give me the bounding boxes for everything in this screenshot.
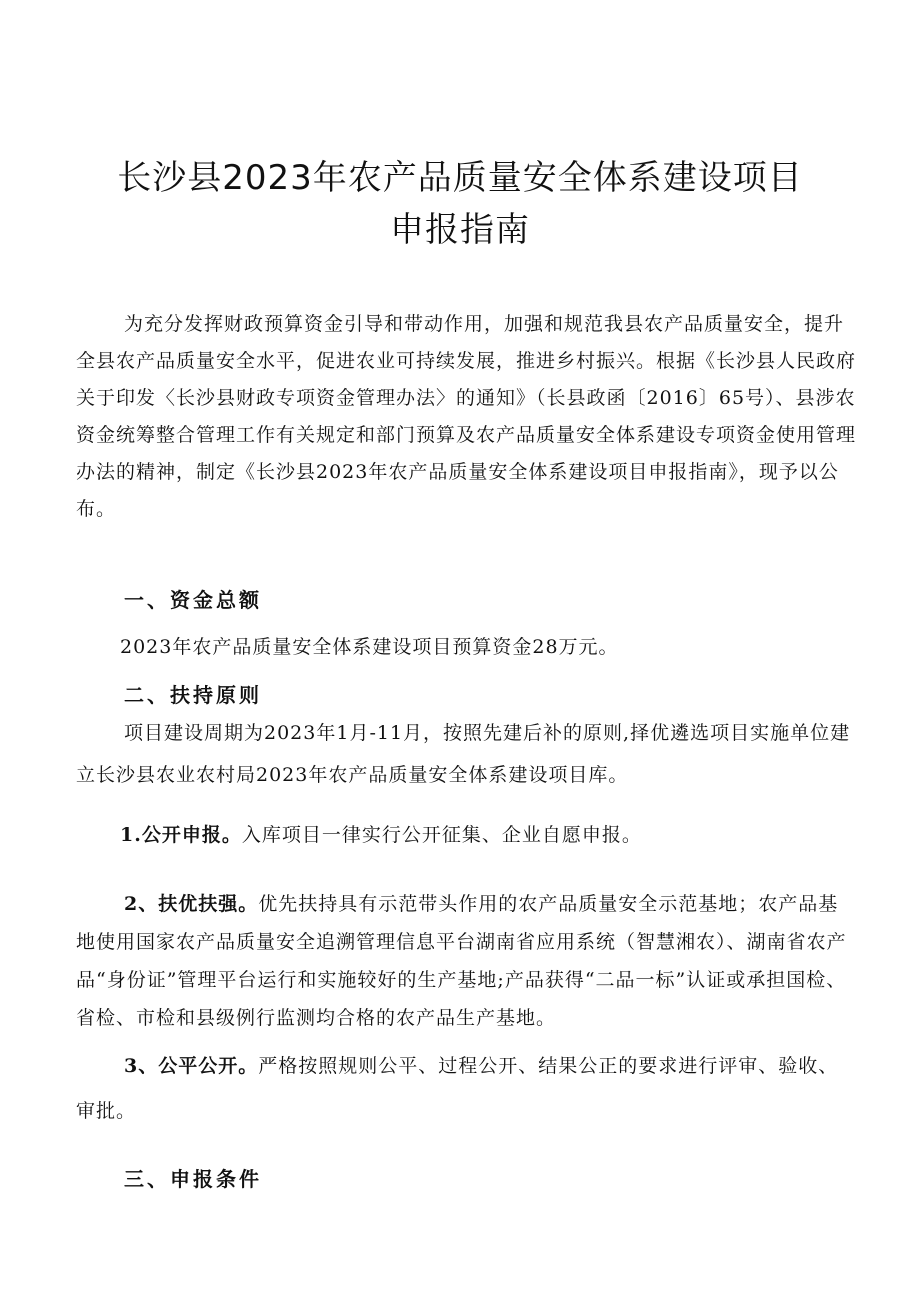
section-1-heading: 一、资金总额 <box>124 588 262 612</box>
section-2-heading: 二、扶持原则 <box>124 683 262 707</box>
item-2-label: 2、扶优扶强。 <box>124 893 259 915</box>
document-title-line-2: 申报指南 <box>390 210 530 250</box>
section-1-text: 2023年农产品质量安全体系建设项目预算资金28万元。 <box>120 636 619 658</box>
item-3 <box>76 1044 856 1134</box>
item-1 <box>120 820 642 847</box>
section-2-text: 项目建设周期为2023年1月-11月，按照先建后补的原则,择优遴选项目实施单位建立长沙县农业农村局2023年农产品质量安全体系建设项目库。 <box>76 722 851 786</box>
document-title-line-1: 长沙县2023年农产品质量安全体系建设项目 <box>117 158 803 198</box>
item-1-text: 入库项目一律实行公开征集、企业自愿申报。 <box>241 824 642 846</box>
item-2-text: 优先扶持具有示范带头作用的农产品质量安全示范基地；农产品基地使用国家农产品质量安全追溯管理信息平台湖南省应用系统（智慧湘农）、湖南省农产品“身份证”管理平台运行和实施较好的生产基地;产品获得“二品一标”认证或承担国检、省检、市检和县级例行监测均合格的农产品生产基地。 <box>76 893 847 1029</box>
item-2 <box>76 885 856 1037</box>
item-1-label: 1.公开申报。 <box>120 824 242 846</box>
section-3-heading: 三、申报条件 <box>124 1167 262 1191</box>
intro-paragraph: 为充分发挥财政预算资金引导和带动作用，加强和规范我县农产品质量安全，提升全县农产品质量安全水平，促进农业可持续发展，推进乡村振兴。根据《长沙县人民政府关于印发〈长沙县财政专项资金管理办法〉的通知》（长县政函〔2016〕65号）、县涉农资金统筹整合管理工作有关规定和部门预算及农产品质量安全体系建设专项资金使用管理办法的精神，制定《长沙县2023年农产品质量安全体系建设项目申报指南》，现予以公布。 <box>76 313 857 520</box>
item-3-label: 3、公平公开。 <box>124 1055 259 1077</box>
item-3-text: 严格按照规则公平、过程公开、结果公正的要求进行评审、验收、审批。 <box>76 1055 839 1122</box>
